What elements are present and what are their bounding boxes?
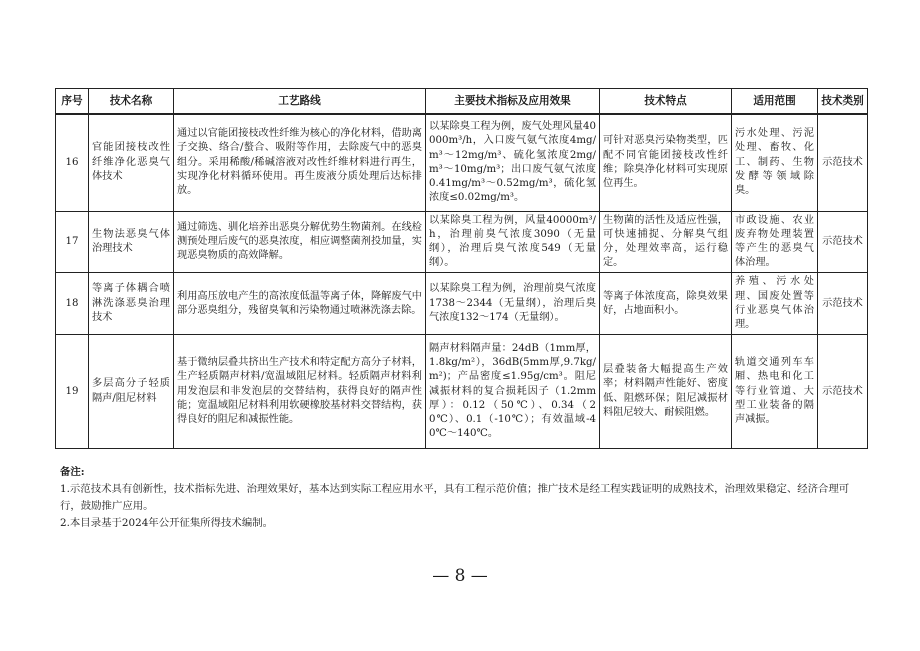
row-process-route: 利用高压放电产生的高浓度低温等离子体，降解废气中部分恶臭组分，残留臭氧和污染物通过喷淋洗涤去除。 [174,273,426,335]
note-item: 2.本目录基于2024年公开征集所得技术编制。 [60,517,273,529]
table-header-row [56,89,868,115]
row-index: 19 [56,335,89,449]
header-scope: 适用范围 [732,89,818,115]
row-scope: 污水处理、污泥处理、畜牧、化工、制药、生物发酵等领域除臭。 [732,114,818,211]
row-category: 示范技术 [818,114,868,211]
row-process-route: 通过以官能团接枝改性纤维为核心的净化材料，借助离子交换、络合/螯合、吸附等作用，去除废气中的恶臭组分。采用稀酸/稀碱溶液对改性纤维材料进行再生，实现净化材料循环使用。再生废液分质处理后达标排放。 [174,114,426,211]
row-process-route: 基于微纳层叠共挤出生产技术和特定配方高分子材料，生产轻质隔声材料/宽温域阻尼材料。轻质隔声材料利用发泡层和非发泡层的交替结构，获得良好的隔声性能；宽温域阻尼材料利用软硬橡胶基材料交替结构，获得良好的阻尼和减振性能。 [174,335,426,449]
row-index: 17 [56,211,89,273]
header-process-route: 工艺路线 [174,89,426,115]
table-row [56,211,868,273]
row-scope: 市政设施、农业废弃物处理装置等产生的恶臭气体治理。 [732,211,818,273]
table-row [56,273,868,335]
row-metrics: 隔声材料隔声量：24dB（1mm厚，1.8kg/m²），36dB(5mm厚,9.7kg/m²)；产品密度≤1.95g/cm³。阻尼减振材料的复合损耗因子（1.2mm厚）：0.12（50℃）、0.34（20℃）、0.1（-10℃）；有效温域-40℃～140℃。 [426,335,600,449]
row-tech-name: 生物法恶臭气体治理技术 [89,211,174,273]
page-number: — 8 — [432,566,488,586]
notes-title: 备注: [60,466,85,478]
row-category: 示范技术 [818,273,868,335]
header-features: 技术特点 [600,89,732,115]
row-category: 示范技术 [818,335,868,449]
row-category: 示范技术 [818,211,868,273]
row-scope: 轨道交通列车车厢、热电和化工等行业管道、大型工业装备的隔声减振。 [732,335,818,449]
note-item: 1.示范技术具有创新性，技术指标先进、治理效果好，基本达到实际工程应用水平，具有工程示范价值；推广技术是经工程实践证明的成熟技术，治理效果稳定、经济合理可行，鼓励推广应用。 [60,483,850,512]
row-tech-name: 等离子体耦合喷淋洗涤恶臭治理技术 [89,273,174,335]
row-tech-name: 官能团接枝改性纤维净化恶臭气体技术 [89,114,174,211]
row-scope: 养殖、污水处理、国废处置等行业恶臭气体治理。 [732,273,818,335]
table-row [56,335,868,449]
header-tech-name: 技术名称 [89,89,174,115]
row-metrics: 以某除臭工程为例，废气处理风量40000m³/h，入口废气氨气浓度4mg/m³～12mg/m³、硫化氢浓度2mg/m³～10mg/m³；出口废气氨气浓度0.41mg/m³～0.52mg/m³，硫化氢浓度≤0.02mg/m³。 [426,114,600,211]
row-index: 18 [56,273,89,335]
row-tech-name: 多层高分子轻质隔声/阻尼材料 [89,335,174,449]
row-metrics: 以某除臭工程为例，风量40000m³/h，治理前臭气浓度3090（无量纲），治理后臭气浓度549（无量纲）。 [426,211,600,273]
row-features: 等离子体浓度高，除臭效果好，占地面积小。 [600,273,732,335]
header-category: 技术类别 [818,89,868,115]
row-metrics: 以某除臭工程为例，治理前臭气浓度1738～2344（无量纲），治理后臭气浓度132～174（无量纲）。 [426,273,600,335]
row-features: 层叠装备大幅提高生产效率；材料隔声性能好、密度低、阻燃环保；阻尼减振材料阻尼较大、耐候阻燃。 [600,335,732,449]
row-features: 可针对恶臭污染物类型，匹配不同官能团接枝改性纤维；除臭净化材料可实现原位再生。 [600,114,732,211]
header-metrics: 主要技术指标及应用效果 [426,89,600,115]
technology-catalog-table [55,88,868,449]
header-index: 序号 [56,89,89,115]
row-index: 16 [56,114,89,211]
notes-section [60,464,866,532]
row-features: 生物菌的活性及适应性强，可快速捕捉、分解臭气组分，处理效率高，运行稳定。 [600,211,732,273]
row-process-route: 通过筛选、驯化培养出恶臭分解优势生物菌剂。在线检测预处理后废气的恶臭浓度，相应调整菌剂投加量，实现恶臭物质的高效降解。 [174,211,426,273]
table-row [56,114,868,211]
